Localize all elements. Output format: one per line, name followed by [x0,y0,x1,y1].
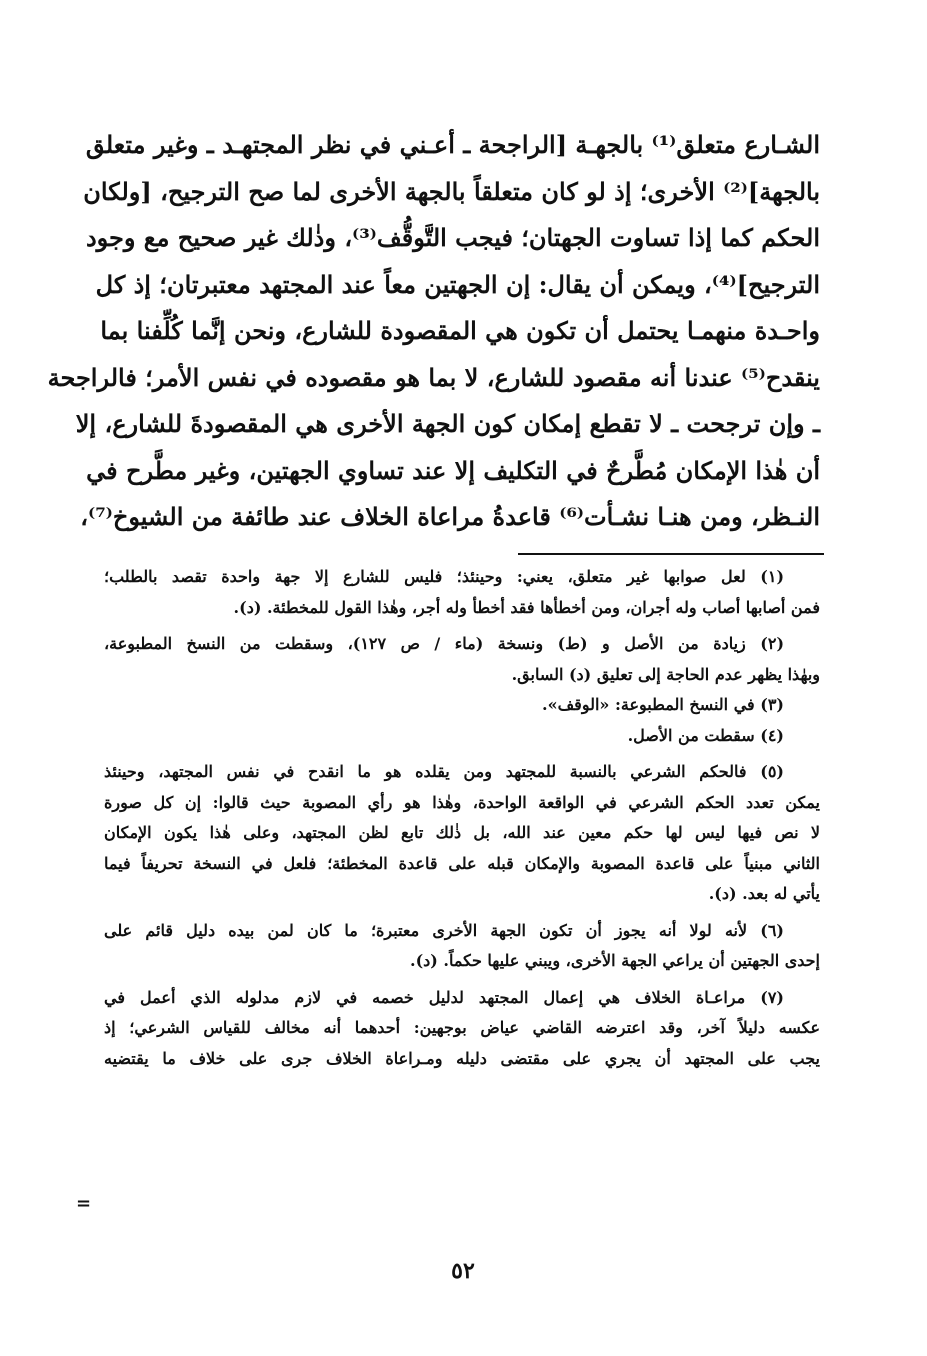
footnote-5 [104,757,820,910]
main-text-line: ـ وإن ترجحت ـ لا تقطع إمكان كون الجهة الأخرى هي المقصودةَ للشارع، إلا [75,409,820,438]
main-text-line: النـظر، ومن هنـا نشـأت⁽⁶⁾ قاعدةُ مراعاة الخلاف عند طائفة من الشيوخ⁽⁷⁾، [80,502,820,531]
main-text-line: بالجهة]⁽²⁾ الأخرى؛ إذ لو كان متعلقاً بالجهة الأخرى لما صح الترجيح، [ولكان [83,176,820,206]
footnote-1 [104,562,820,623]
footnote-7 [104,983,820,1075]
footnote-line: (٦) لأنه لولا أنه يجوز أن تكون الجهة الأخرى معتبرة؛ ما كان لمن بيده دليل قائم على [104,920,784,940]
footnote-line: (٧) مراعـاة الخلاف هي إعمال المجتهد لدليل خصمه في لازم مدلوله الذي أعمل في [104,987,784,1007]
footnote-line: (٢) زيادة من الأصل و (ط) ونسخة (ماء / ص ١٢٧)، وسقطت من النسخ المطبوعة، [104,634,785,653]
footnote-line: يمكن تعدد الحكم الشرعي في الواقعة الواحدة، وهٰذا هو رأي المصوبة حيث قالوا: إن كل صورة [104,792,820,812]
main-text-line: الشـارع متعلق⁽¹⁾ بالجهـة [الراجحة ـ أعـني في نظر المجتهـد ـ وغير متعلق [85,130,820,159]
footnote-6 [104,916,820,977]
footnote-line: يأتي له بعد. (د). [708,884,820,903]
footnote-line: إحدى الجهتين أن يراعي الجهة الأخرى، ويبني عليها حكماً. (د). [410,951,820,970]
main-text-line: ينقدح⁽⁵⁾ عندنا أنه مقصود للشارع، لا بما هو مقصوده في نفس الأمر؛ فالراجحة [47,362,820,392]
footnotes-block [104,562,820,1074]
footnote-4 [104,721,820,752]
main-text-block [47,122,820,541]
footnote-line: الثاني مبنياً على قاعدة المصوبة والإمكان قبله على قاعدة المخطئة؛ فلعل في النسخة تحريفاً فيما [104,853,820,873]
footnote-line: وبهٰذا يظهر عدم الحاجة إلى تعليق (د) السابق. [511,664,820,684]
footnote-line: لا نص فيها ليس لها حكم معين عند الله، بل ذٰلك تابع لظن المجتهد، وعلى هٰذا يكون الإمكان [104,823,820,842]
footnote-divider [518,553,824,555]
footnote-line: (١) لعل صوابها غير متعلق، يعني: وحينئذ؛ فليس للشارع إلا جهة واحدة تقصد بالطلب؛ [104,567,785,586]
main-text-line: الترجيح]⁽⁴⁾، ويمكن أن يقال: إن الجهتين معاً عند المجتهد معتبرتان؛ إذ كل [95,269,820,299]
footnote-3 [104,690,820,721]
main-text-line: واحـدة منهمـا يحتمل أن تكون هي المقصودة للشارع، ونحن إنَّما كُلِّفنا بما [100,316,820,345]
footnote-line: (٥) فالحكم الشرعي بالنسبة للمجتهد ومن يقلده هو ما انقدح في نفس المجتهد، وحينئذ [104,762,784,781]
footnote-2 [104,629,820,690]
main-text-line: الحكم كما إذا تساوت الجهتان؛ فيجب التَّوقُّف⁽³⁾، وذٰلك غير صحيح مع وجود [85,223,820,252]
footnote-line: يجب على المجتهد أن يجري على مقتضى دليله ومـراعاة الخلاف جرى على خلاف ما يقتضيه [104,1048,820,1068]
page-number: ٥٢ [451,1258,475,1284]
footnote-line: عكسه دليلاً آخر، وقد اعترضه القاضي عياض بوجهين: أحدهما أنه مخالف للقياس الشرعي؛ إذ [104,1018,820,1037]
footnote-line: فمن أصابها أصاب وله أجران، ومن أخطأها فقد أخطأ وله أجر، وهٰذا القول للمخطئة. (د). [233,597,820,617]
footnote-line: (٣) في النسخ المطبوعة: «الوقف». [542,695,784,714]
main-text-line: أن هٰذا الإمكان مُطَّرحٌ في التكليف إلا عند تساوي الجهتين، وغير مطَّرح في [86,455,820,485]
continuation-mark: = [76,1193,92,1214]
footnote-line: (٤) سقطت من الأصل. [627,725,784,745]
